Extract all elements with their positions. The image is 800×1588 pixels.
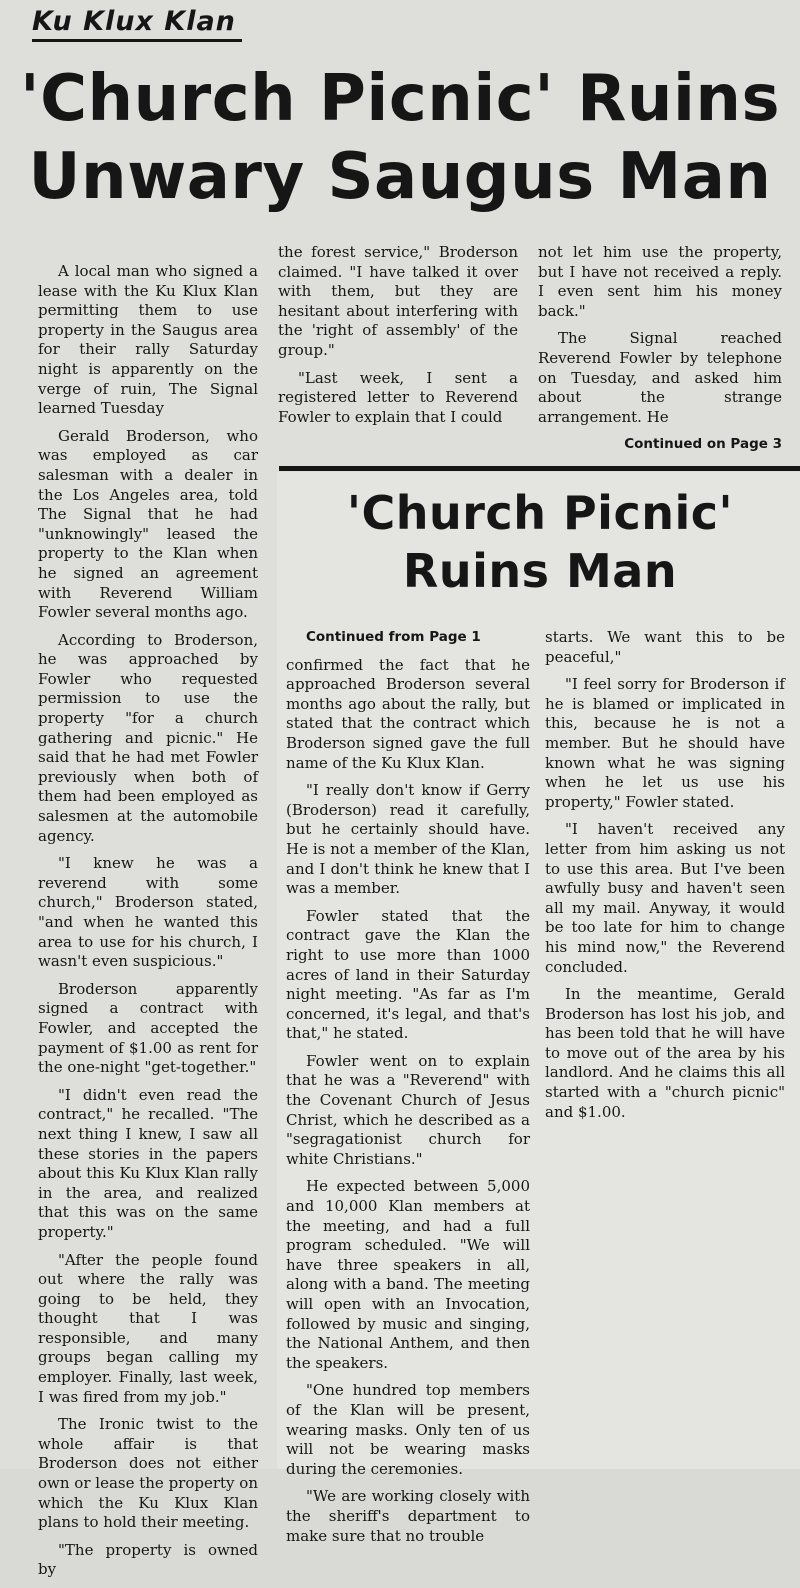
article-column-1 xyxy=(38,262,258,1588)
paragraph: The Signal reached Reverend Fowler by telephone on Tuesday, and asked him about the strange arrangement. He xyxy=(538,329,782,426)
paragraph: "I didn't even read the contract," he recalled. "The next thing I knew, I saw all these stories in the papers about this Ku Klux Klan rally in the area, and realized that this was on the same property." xyxy=(38,1085,258,1241)
paragraph: In the meantime, Gerald Broderson has lost his job, and has been told that he will have to move out of the area by his landlord. And he claims this all started with a "church picnic" and $1.00. xyxy=(545,985,785,1121)
paragraph: A local man who signed a lease with the Ku Klux Klan permitting them to use property in the Saugus area for their rally Saturday night is apparently on the verge of ruin, The Signal learned Tuesday xyxy=(38,262,258,418)
paragraph: Fowler went on to explain that he was a "Reverend" with the Covenant Church of Jesus Christ, which he described as a "segragationist church for white Christians." xyxy=(286,1051,530,1168)
paragraph: According to Broderson, he was approached by Fowler who requested permission to use the property "for a church gathering and picnic." He said that he had met Fowler previously when both of them had been employed as salesmen at the automobile agency. xyxy=(38,630,258,845)
paragraph: Broderson apparently signed a contract with Fowler, and accepted the payment of $1.00 as rent for the one-night "get-together." xyxy=(38,979,258,1077)
headline-line-2: Unwary Saugus Man xyxy=(28,140,772,214)
paragraph: "I really don't know if Gerry (Broderson) read it carefully, but he certainly should have. He is not a member of the Klan, and I don't think he knew that I was a member. xyxy=(286,781,530,898)
paragraph: confirmed the fact that he approached Broderson several months ago about the rally, but stated that the contract which Broderson signed gave the full name of the Ku Klux Klan. xyxy=(286,655,530,772)
jump-headline-line-1: 'Church Picnic' xyxy=(346,486,734,540)
paragraph: The Ironic twist to the whole affair is that Broderson does not either own or lease the property on which the Ku Klux Klan plans to hold their meeting. xyxy=(38,1415,258,1532)
section-label: Ku Klux Klan xyxy=(32,6,242,42)
paragraph: He expected between 5,000 and 10,000 Klan members at the meeting, and had a full program scheduled. "We will have three speakers in all, along with a band. The meeting will open with an Invocation, followed by music and singing, the National Anthem, and then the speakers. xyxy=(286,1177,530,1372)
paragraph: "One hundred top members of the Klan will be present, wearing masks. Only ten of us will not be wearing masks during the ceremonies. xyxy=(286,1381,530,1478)
paragraph: Fowler stated that the contract gave the Klan the right to use more than 1000 acres of land in their Saturday night meeting. "As far as I'm concerned, it's legal, and that's that," he stated. xyxy=(286,906,530,1043)
paragraph: starts. We want this to be peaceful," xyxy=(545,628,785,666)
paragraph: "I knew he was a reverend with some church," Broderson stated, "and when he wanted this area to use for his church, I wasn't even suspicious." xyxy=(38,854,258,971)
paragraph: "Last week, I sent a registered letter to Reverend Fowler to explain that I could xyxy=(278,368,518,426)
section-divider xyxy=(279,466,800,471)
article-column-3 xyxy=(538,243,782,463)
jump-column-2 xyxy=(545,628,785,1130)
jump-column-1 xyxy=(286,628,530,1554)
main-headline xyxy=(0,60,800,216)
headline-line-1: 'Church Picnic' Ruins xyxy=(19,62,781,136)
paragraph: "We are working closely with the sheriff's department to make sure that no trouble xyxy=(286,1487,530,1545)
paragraph: the forest service," Broderson claimed. "I have talked it over with them, but they are hesitant about interfering with the 'right of assembly' of the group." xyxy=(278,243,518,359)
paragraph: "I feel sorry for Broderson if he is blamed or implicated in this, because he is not a member. But he should have known what he was signing when he let us use his property," Fowler stated. xyxy=(545,675,785,811)
continued-on-note: Continued on Page 3 xyxy=(624,436,782,453)
jump-headline xyxy=(280,484,800,600)
article-column-2 xyxy=(278,243,518,435)
paragraph: "After the people found out where the rally was going to be held, they thought that I was responsible, and many groups began calling my employer. Finally, last week, I was fired from my job." xyxy=(38,1250,258,1406)
paragraph: "The property is owned by xyxy=(38,1540,258,1579)
paragraph: Gerald Broderson, who was employed as car salesman with a dealer in the Los Angeles area, told The Signal that he had "unknowingly" leased the property to the Klan when he signed an agreement with Reverend William Fowler several months ago. xyxy=(38,426,258,622)
continued-from-note: Continued from Page 1 xyxy=(306,629,481,645)
paragraph: not let him use the property, but I have not received a reply. I even sent him his money back." xyxy=(538,243,782,320)
jump-headline-line-2: Ruins Man xyxy=(402,544,678,598)
paragraph: "I haven't received any letter from him asking us not to use this area. But I've been awfully busy and haven't seen all my mail. Anyway, it would be too late for him to change his mind now," the Reverend concluded. xyxy=(545,820,785,976)
